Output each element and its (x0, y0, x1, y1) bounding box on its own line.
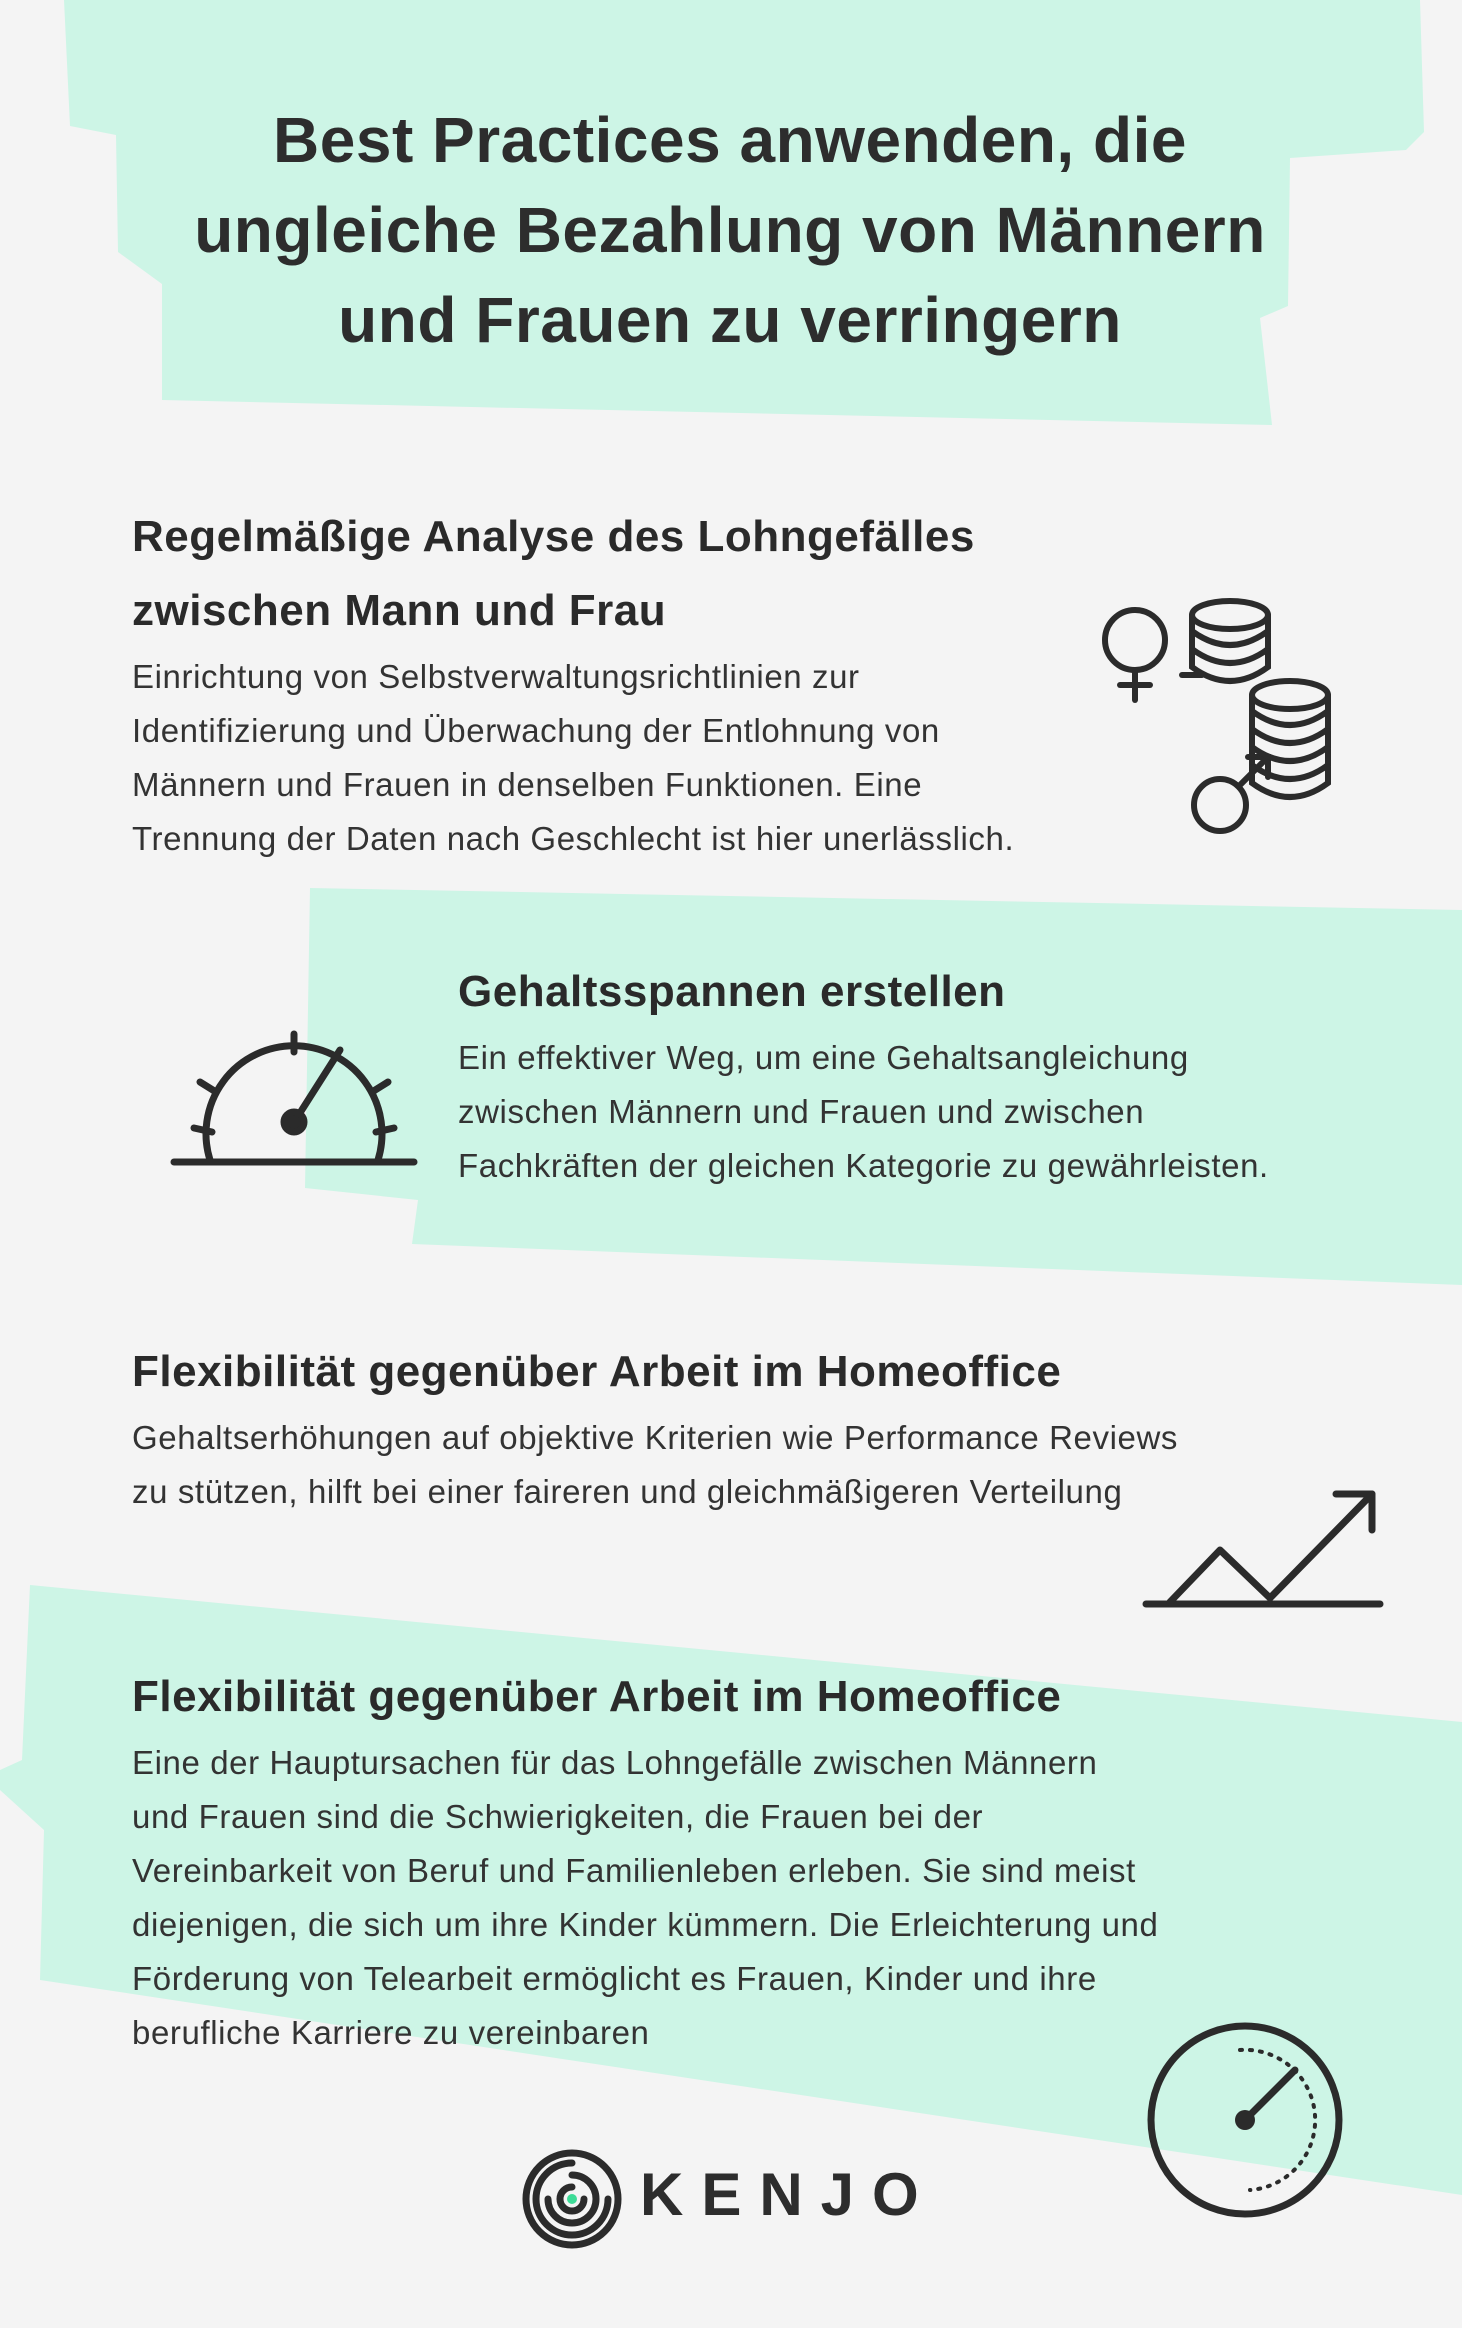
section-pay-gap-analysis (132, 500, 1132, 866)
page-title-line-1: Best Practices anwenden, die (273, 104, 1187, 176)
section-1-body-line-3: Männern und Frauen in denselben Funktionen. Eine (132, 766, 923, 803)
section-1-body-line-1: Einrichtung von Selbstverwaltungsrichtlinien zur (132, 658, 860, 695)
section-4-body-line-4: diejenigen, die sich um ihre Kinder kümmern. Die Erleichterung und (132, 1906, 1159, 1943)
section-4-body (132, 1736, 1382, 2060)
page-title-line-3: und Frauen zu verringern (338, 284, 1122, 356)
kenjo-logo (520, 2135, 950, 2265)
page-title (70, 95, 1390, 365)
section-4-body-line-5: Förderung von Telearbeit ermöglicht es Frauen, Kinder und ihre (132, 1960, 1097, 1997)
section-3-body-line-2: zu stützen, hilft bei einer faireren und gleichmäßigeren Verteilung (132, 1473, 1123, 1510)
section-2-title (458, 955, 1458, 1029)
section-3-title (132, 1335, 1382, 1409)
section-2-body-line-1: Ein effektiver Weg, um eine Gehaltsangleichung (458, 1039, 1189, 1076)
section-4-title-line-1: Flexibilität gegenüber Arbeit im Homeoffice (132, 1672, 1062, 1721)
section-4-title (132, 1660, 1382, 1734)
gender-coins-icon (1090, 585, 1350, 835)
section-3-body-line-1: Gehaltserhöhungen auf objektive Kriterien wie Performance Reviews (132, 1419, 1179, 1456)
section-4-body-line-6: berufliche Karriere zu vereinbaren (132, 2014, 650, 2051)
section-1-body (132, 650, 1132, 866)
section-1-body-line-2: Identifizierung und Überwachung der Entlohnung von (132, 712, 940, 749)
section-2-body (458, 1031, 1458, 1193)
section-homeoffice-telework (132, 1660, 1382, 2060)
section-1-title (132, 500, 1132, 648)
section-4-body-line-3: Vereinbarkeit von Beruf und Familienleben erleben. Sie sind meist (132, 1852, 1136, 1889)
section-2-body-line-2: zwischen Männern und Frauen und zwischen (458, 1093, 1145, 1130)
section-2-body-line-3: Fachkräften der gleichen Kategorie zu gewährleisten. (458, 1147, 1269, 1184)
section-salary-ranges (458, 955, 1458, 1193)
section-1-title-line-1: Regelmäßige Analyse des Lohngefälles (132, 512, 975, 561)
stopwatch-icon (1140, 2015, 1350, 2225)
kenjo-logo-text: KENJO (640, 2161, 937, 2228)
trend-up-arrow-icon (1140, 1480, 1390, 1620)
gauge-icon (170, 1020, 420, 1170)
kenjo-maze-logo-icon (520, 2147, 625, 2252)
section-1-title-line-2: zwischen Mann und Frau (132, 586, 667, 635)
section-1-body-line-4: Trennung der Daten nach Geschlecht ist hier unerlässlich. (132, 820, 1015, 857)
section-4-body-line-1: Eine der Hauptursachen für das Lohngefälle zwischen Männern (132, 1744, 1098, 1781)
section-4-body-line-2: und Frauen sind die Schwierigkeiten, die Frauen bei der (132, 1798, 984, 1835)
section-3-title-line-1: Flexibilität gegenüber Arbeit im Homeoffice (132, 1347, 1062, 1396)
section-2-title-line-1: Gehaltsspannen erstellen (458, 967, 1006, 1016)
page-title-line-2: ungleiche Bezahlung von Männern (194, 194, 1266, 266)
